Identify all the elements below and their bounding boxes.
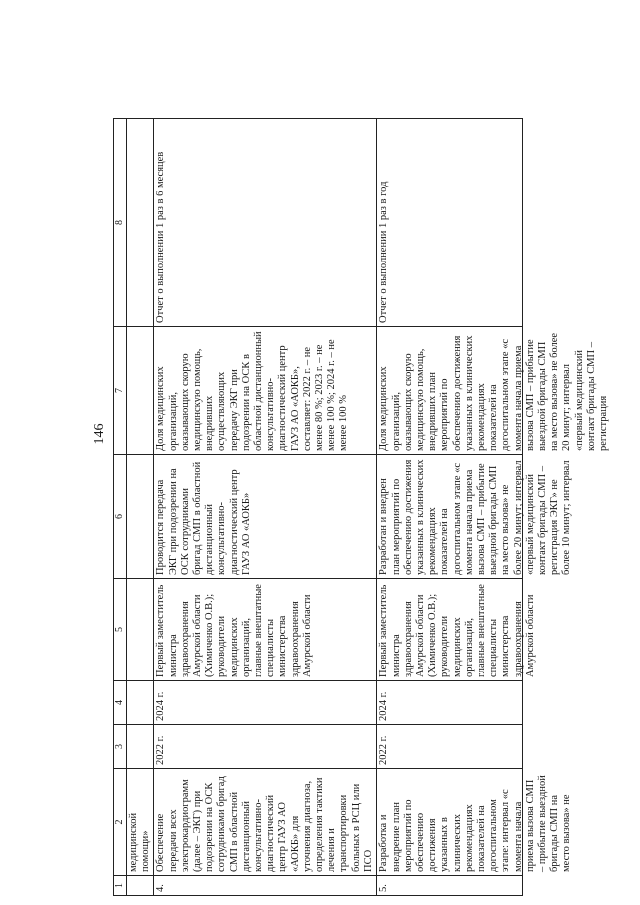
cell-text: Отчет о выполнении 1 раз в год [378,181,390,323]
column-number: 1 [114,876,127,896]
cell-text: 5. [378,884,390,892]
column-number: 4 [114,681,127,725]
page-number: 146 [92,423,107,445]
cell-text: Доля медицинских организаций, оказывающих скорую медицинскую помощь, внедривших план мероприятий по обеспечению достижения указанных в клинических рекомендациях показателей на догоспитальном этапе «с момента начала приема вызова СМП – прибытие выездной бригады СМП на место вызова» не более 20 минут; интервал «первый медицинский контакт бригады СМП – регистрация [378,332,610,451]
table-row [377,119,523,896]
table-cell [127,725,154,769]
continued-text-cell: медицинской помощи» [127,769,154,876]
cell-text: 2024 г. [378,691,390,721]
plan-table [113,118,610,896]
column-number: 2 [114,769,127,876]
row-number-cell [377,876,523,896]
responsible-cell [377,579,536,681]
start-year-cell [377,725,523,769]
row-number-cell: 4. [154,876,377,896]
rotated-table-sheet [113,119,610,896]
indicator-cell [377,327,610,455]
report-cell [377,119,523,327]
table-row [154,119,377,896]
continuation-row [127,119,154,896]
column-number: 3 [114,725,127,769]
activity-name-cell [377,769,573,876]
column-number: 8 [114,119,127,327]
table-cell [127,681,154,725]
cell-text: Разработан и внедрен план мероприятий по обеспечению достижения указанных в клинических рекомендациях показателей на догоспитальном этапе «с момента начала приема вызова СМП – прибытие выездной бригады СМП на место вызова» не более 20 минут; интервал «первый медицинский контакт бригады СМП – регистрация ЭКГ» не более 10 минут; интервал [378,459,573,575]
end-year-cell: 2024 г. [154,681,377,725]
cell-text: 2022 г. [378,735,390,765]
table-cell [127,579,154,681]
column-number: 5 [114,579,127,681]
cell-text: Разработка и внедрение план мероприятий по обеспечению достижения указанных в клинических рекомендациях показателей на догоспитальном этапе: интервал «с момента начала приема вызова СМП – прибытие выездной бригады СМП на место вызова» не [378,775,573,872]
table-cell [127,327,154,455]
start-year-cell: 2022 г. [154,725,377,769]
activity-name-cell: Обеспечение передачи всех электрокардиограмм (далее – ЭКГ) при подозрении на ОСК сотрудниками бригад СМП в областной дистанционный консультативно-диагностический центр ГАУЗ АО «АОКБ» для уточнения диагноза, определения тактики лечения и транспортировки больных в РСЦ или ПСО [154,769,377,876]
result-cell [377,455,573,579]
table-cell [127,876,154,896]
cell-text: Первый заместитель министра здравоохранения Амурской области (Химиченко О.В.); руководители медицинских организаций, главные внештатные специалисты министерства здравоохранения Амурской области [378,584,536,677]
table-cell [127,455,154,579]
result-cell: Проводится передача ЭКГ при подозрении на ОСК сотрудниками бригад СМП в областной дистанционный консультативно-диагностический центр ГАУЗ АО «АОКБ» [154,455,377,579]
column-number: 6 [114,455,127,579]
column-number-row [114,119,127,896]
report-cell: Отчет о выполнении 1 раз в 6 месяцев [154,119,377,327]
table-cell [127,119,154,327]
end-year-cell [377,681,523,725]
responsible-cell: Первый заместитель министра здравоохранения Амурской области (Химиченко О.В.); руководители медицинских организаций, главные внештатные специалисты министерства здравоохранения Амурской области [154,579,377,681]
column-number: 7 [114,327,127,455]
indicator-cell: Доля медицинских организаций, оказывающих скорую медицинскую помощь, внедривших осуществляющих передачу ЭКГ при подозрении на ОСК в областной дистанционный консультативно-диагностический центр ГАУЗ АО «АОКБ», составляет: 2022 г. – не менее 80 %; 2023 г. – не менее 100 %; 2024 г. – не менее 100 % [154,327,377,455]
